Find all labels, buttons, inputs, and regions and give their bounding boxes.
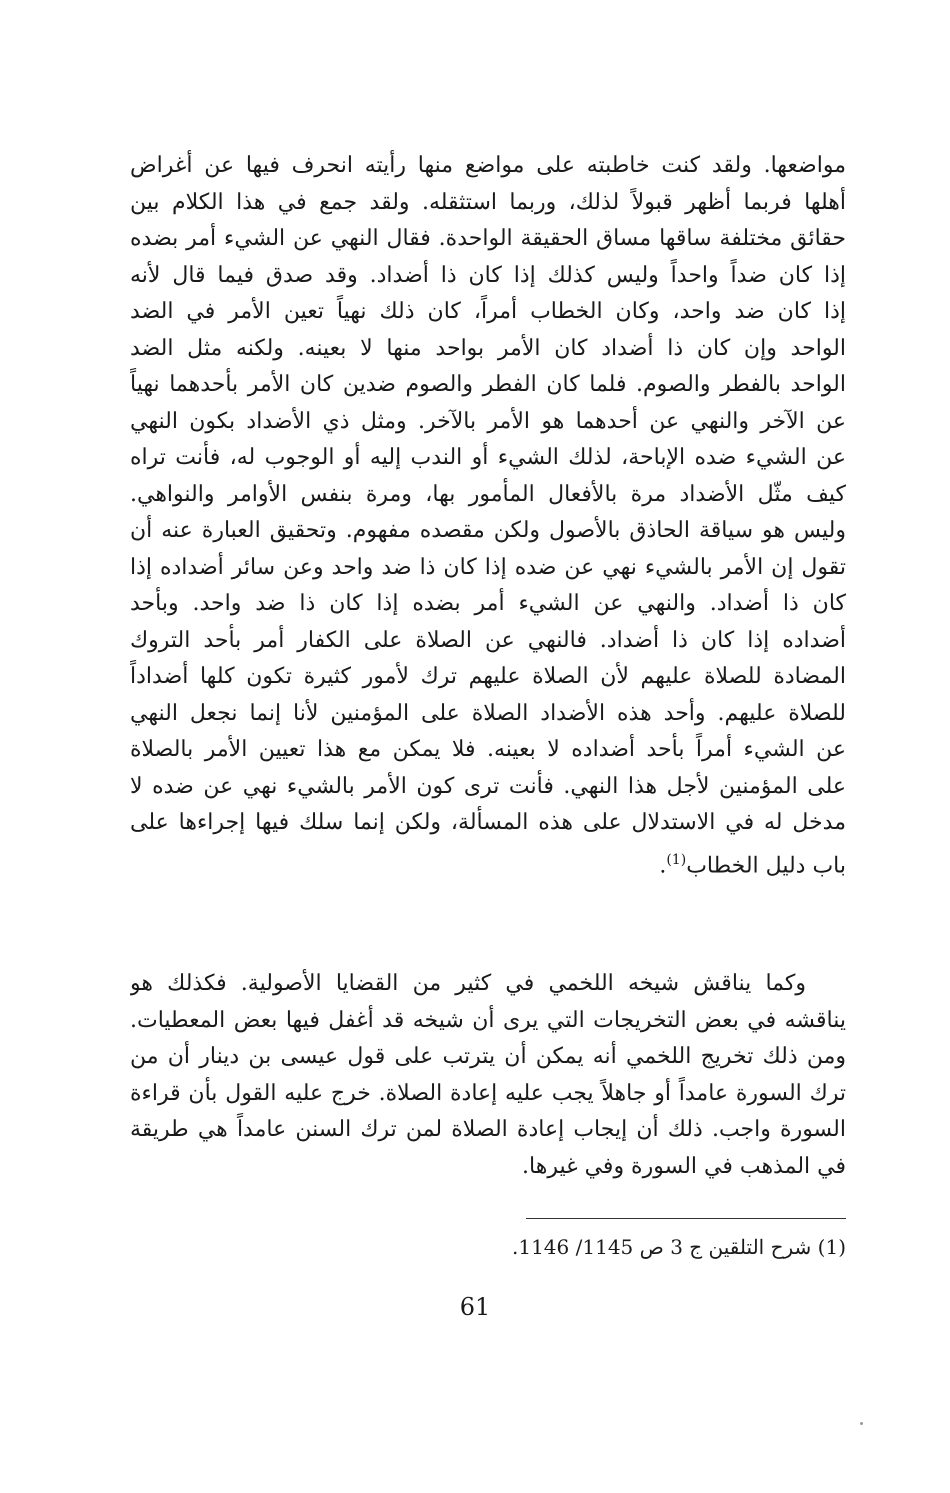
footnote-divider bbox=[526, 1218, 846, 1219]
text-line: حقائق مختلفة ساقها مساق الحقيقة الواحدة. فقال النهي عن الشيء أمر بضده bbox=[130, 226, 846, 251]
text-line: عن الآخر والنهي عن أحدهما هو الأمر بالآخر. ومثل ذي الأضداد بكون النهي bbox=[130, 408, 846, 434]
page-number: 61 bbox=[459, 1293, 491, 1321]
text-line: مدخل له في الاستدلال على هذه المسألة، ولكن إنما سلك فيها إجراءها على bbox=[130, 810, 846, 835]
footnote: (1) شرح التلقين ج 3 ص 1145/ 1146. bbox=[512, 1235, 846, 1259]
body-paragraph bbox=[130, 148, 846, 878]
text-line: يناقشه في بعض التخريجات التي يرى أن شيخه قد أغفل فيها بعض المعطيات. bbox=[130, 1007, 846, 1033]
text-line: إذا كان ضد واحد، وكان الخطاب أمراً، كان ذلك نهياً تعين الأمر في الضد bbox=[130, 299, 846, 324]
text-line: السورة واجب. ذلك أن إيجاب إعادة الصلاة لمن ترك السنن عامداً هي طريقة bbox=[130, 1117, 846, 1142]
text-line: على المؤمنين لأجل هذا النهي. فأنت ترى كون الأمر بالشيء نهي عن ضده لا bbox=[130, 773, 846, 799]
text-line-end: باب دليل الخطاب bbox=[686, 852, 846, 878]
body-paragraph bbox=[130, 966, 846, 1185]
text-line: أهلها فربما أظهر قبولاً لذلك، وربما استثقله. ولقد جمع في هذا الكلام بين bbox=[130, 189, 846, 215]
text-line: الواحد وإن كان ذا أضداد كان الأمر بواحد منها لا بعينه. ولكنه مثل الضد bbox=[130, 335, 846, 361]
text-line: وكما يناقش شيخه اللخمي في كثير من القضايا الأصولية. فكذلك هو bbox=[130, 971, 806, 996]
text-line: عن الشيء أمراً بأحد أضداده لا بعينه. فلا يمكن مع هذا تعيين الأمر بالصلاة bbox=[130, 737, 846, 762]
text-line: في المذهب في السورة وفي غيرها. bbox=[522, 1153, 846, 1179]
text-line: تقول إن الأمر بالشيء نهي عن ضده إذا كان ذا ضد واحد وعن سائر أضداده إذا bbox=[130, 554, 846, 580]
sentence-end: . bbox=[659, 852, 667, 878]
text-line: مواضعها. ولقد كنت خاطبته على مواضع منها رأيته انحرف فيها عن أغراض bbox=[130, 153, 846, 178]
text-line: كان ذا أضداد. والنهي عن الشيء أمر بضده إذا كان ذا ضد واحد. وبأحد bbox=[130, 591, 846, 616]
footnote-reference[interactable]: (1) bbox=[666, 851, 687, 868]
text-line-last bbox=[130, 842, 846, 879]
text-line: وليس هو سياقة الحاذق بالأصول ولكن مقصده مفهوم. وتحقيق العبارة عنه أن bbox=[130, 518, 846, 543]
scan-speck bbox=[860, 1422, 863, 1425]
text-line: إذا كان ضداً واحداً وليس كذلك إذا كان ذا أضداد. وقد صدق فيما قال لأنه bbox=[130, 262, 846, 288]
text-line: الواحد بالفطر والصوم. فلما كان الفطر والصوم ضدين كان الأمر بأحدهما نهياً bbox=[130, 372, 846, 397]
text-line: أضداده إذا كان ذا أضداد. فالنهي عن الصلاة على الكفار أمر بأحد التروك bbox=[130, 627, 846, 653]
text-line: المضادة للصلاة عليهم لأن الصلاة عليهم ترك لأمور كثيرة تكون كلها أضداداً bbox=[130, 664, 846, 689]
text-line: عن الشيء ضده الإباحة، لذلك الشيء أو الندب إليه أو الوجوب له، فأنت تراه bbox=[130, 445, 846, 470]
text-line: للصلاة عليهم. وأحد هذه الأضداد الصلاة على المؤمنين لأنا إنما نجعل النهي bbox=[130, 700, 846, 726]
text-line: كيف مثّل الأضداد مرة بالأفعال المأمور بها، ومرة بنفس الأوامر والنواهي. bbox=[130, 481, 846, 507]
text-line: ومن ذلك تخريج اللخمي أنه يمكن أن يترتب على قول عيسى بن دينار أن من bbox=[130, 1044, 846, 1069]
text-line: ترك السورة عامداً أو جاهلاً يجب عليه إعادة الصلاة. خرج عليه القول بأن قراءة bbox=[130, 1080, 846, 1106]
